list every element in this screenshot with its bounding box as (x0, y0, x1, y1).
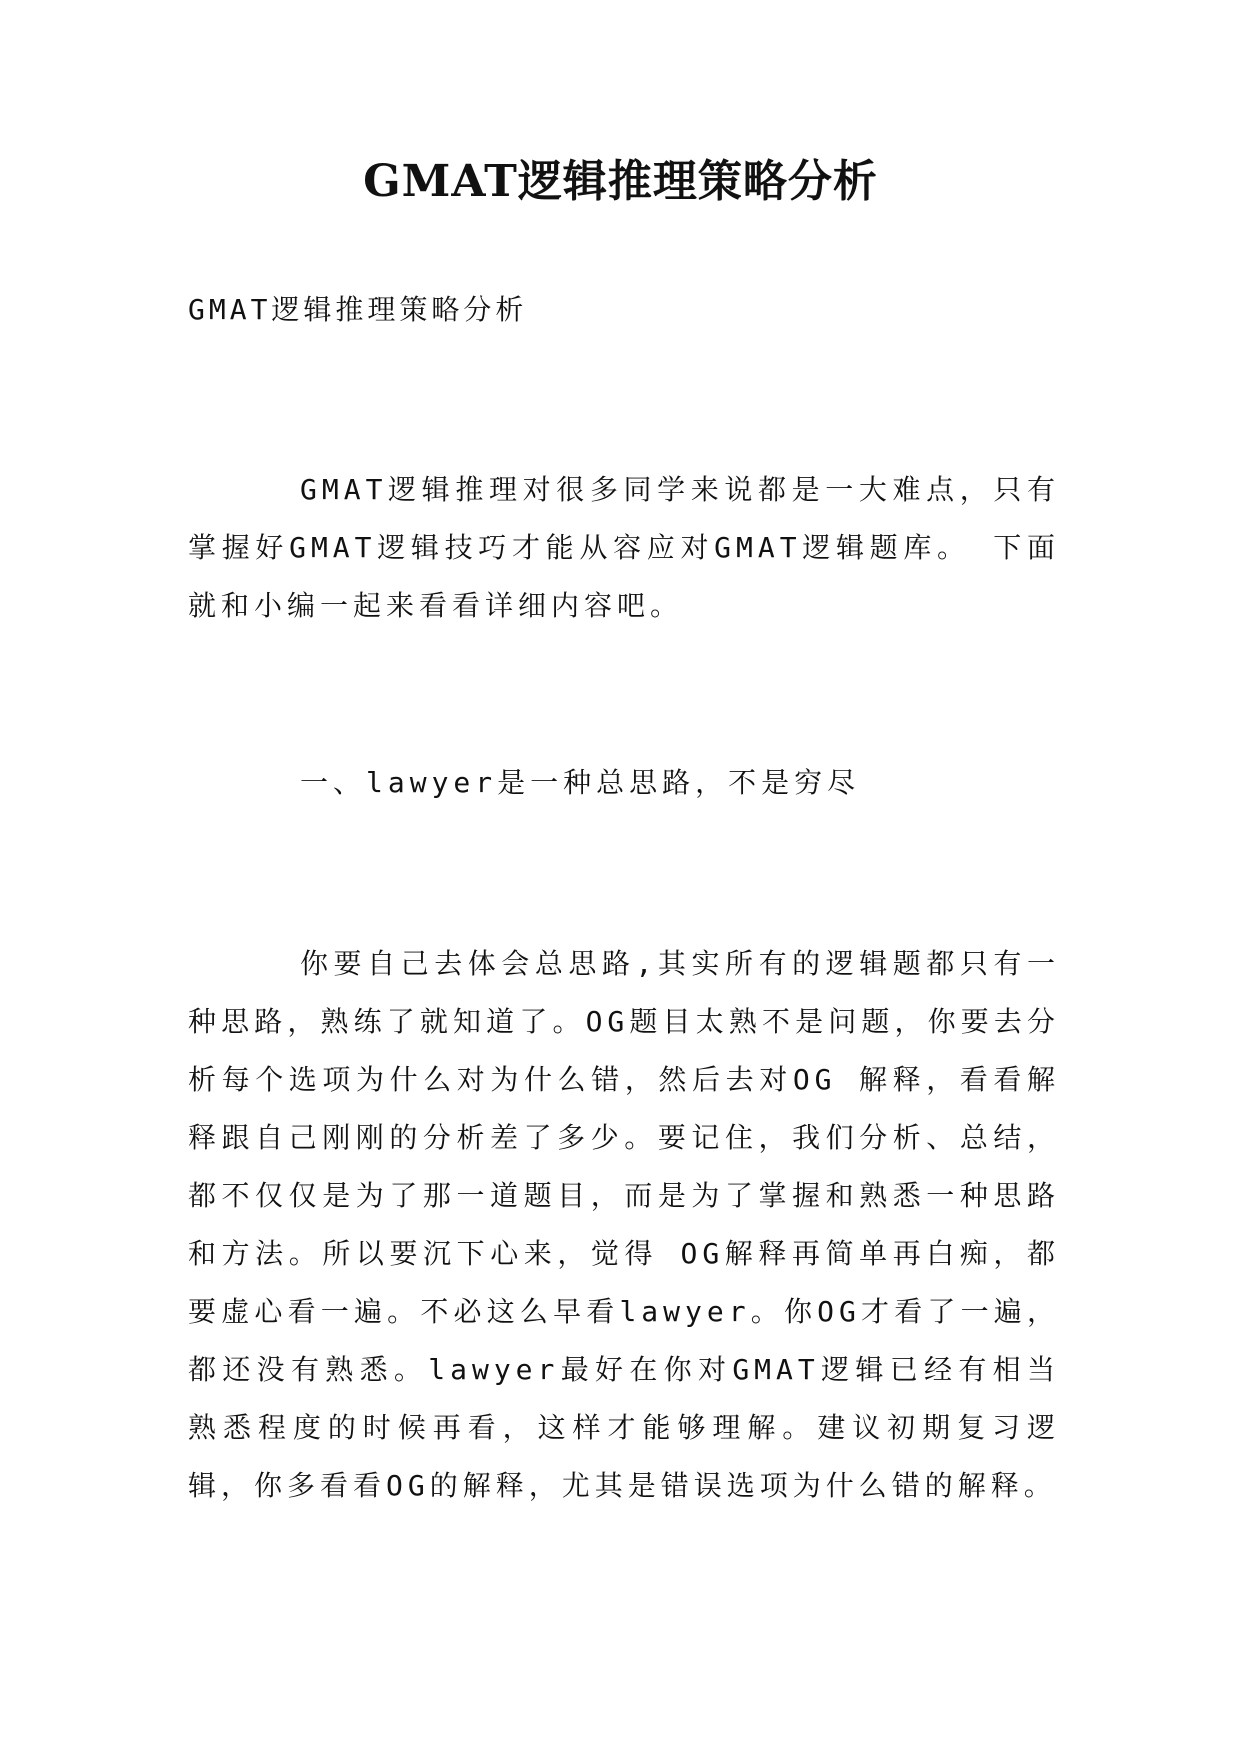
document-subtitle: GMAT逻辑推理策略分析 (188, 293, 528, 326)
section-heading: 一、lawyer是一种总思路，不是穷尽 (300, 766, 861, 799)
body-paragraph: 你要自己去体会总思路,其实所有的逻辑题都只有一种思路，熟练了就知道了。OG题目太熟不是问题，你要去分析每个选项为什么对为什么错，然后去对OG 解释，看看解释跟自己刚刚的分析差了多少。要记住，我们分析、总结，都不仅仅是为了那一道题目，而是为了掌握和熟悉一种思路和方法。所以要沉下心来，觉得 OG解释再简单再白痴，都要虚心看一遍。不必这么早看lawyer。你OG才看了一遍，都还没有熟悉。lawyer最好在你对GMAT逻辑已经有相当熟悉程度的时候再看，这样才能够理解。建议初期复习逻辑，你多看看OG的解释，尤其是错误选项为什么错的解释。 (188, 947, 1060, 1502)
document-title: GMAT逻辑推理策略分析 (363, 156, 878, 207)
intro-paragraph: GMAT逻辑推理对很多同学来说都是一大难点，只有掌握好GMAT逻辑技巧才能从容应对GMAT逻辑题库。 下面就和小编一起来看看详细内容吧。 (188, 473, 1060, 622)
